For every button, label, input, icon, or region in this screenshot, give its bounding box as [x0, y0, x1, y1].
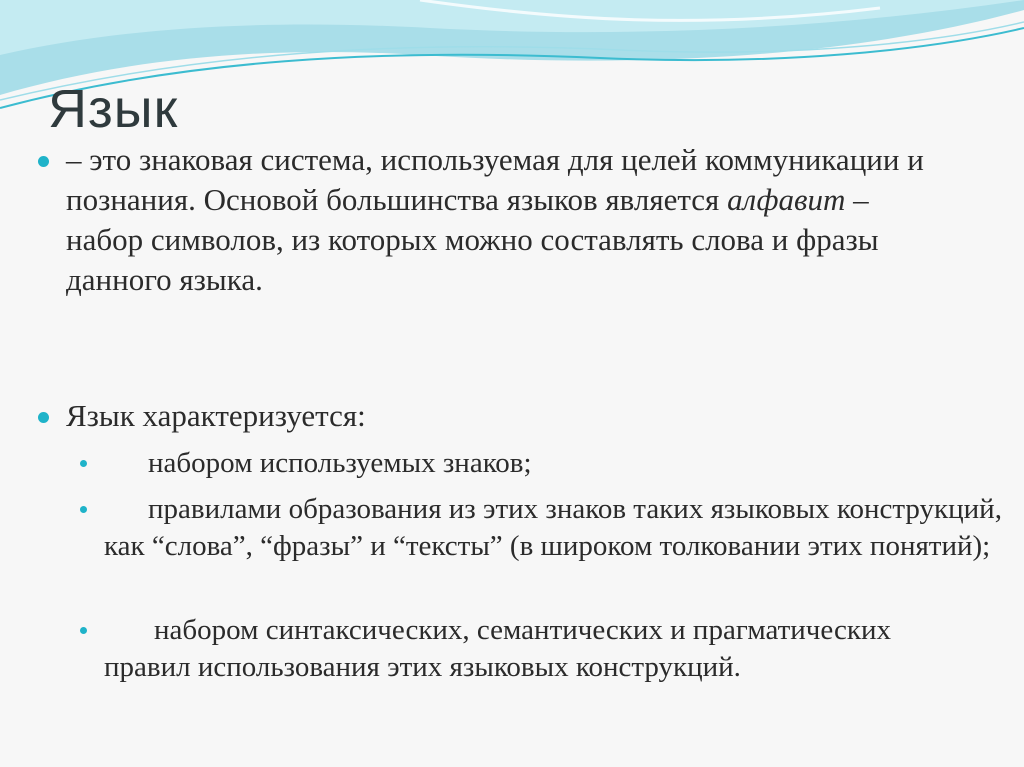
characteristics-heading: Язык характеризуется: [66, 398, 366, 433]
definition-term-alphabet: алфавит [727, 182, 846, 217]
sub-bullet-icon [80, 460, 87, 467]
slide-title: Язык [48, 79, 179, 139]
bullet-icon [38, 156, 49, 167]
list-item: набором синтаксических, семантических и прагматических правил использования этих языковых конструкций. [104, 614, 891, 683]
definition-text-start: – это знаковая система, используемая для целей коммуникации и познания. Основой большинства языков является [66, 142, 924, 217]
definition-paragraph [66, 140, 946, 300]
bullet-icon [38, 412, 49, 423]
definition-text-end: – набор символов, из которых можно составлять слова и фразы данного языка. [66, 182, 879, 297]
list-item: набором используемых знаков; [148, 447, 532, 479]
sub-bullet-icon [80, 627, 87, 634]
sub-bullet-icon [80, 506, 87, 513]
list-item: правилами образования из этих знаков таких языковых конструкций, как “слова”, “фразы” и “тексты” (в широком толковании этих понятий); [104, 493, 1002, 562]
